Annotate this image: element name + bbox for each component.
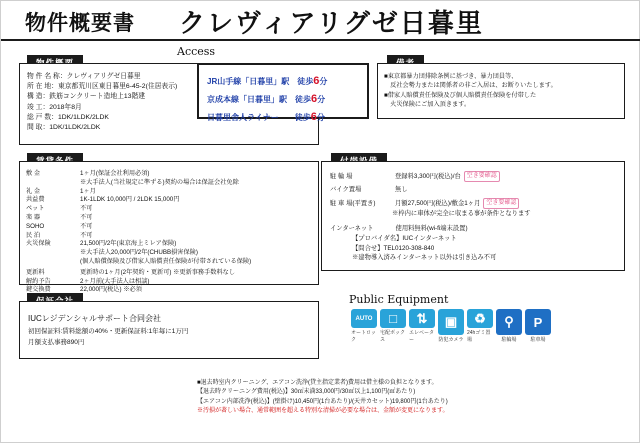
access-box [197, 63, 369, 123]
rent-conditions-box [19, 161, 319, 294]
access-line-text: 日暮里舎人ライナー 徒歩 [207, 112, 311, 122]
facility-value: ※建物導入済みインターネット以外は引き込み不可 [352, 254, 497, 262]
public-equipment-caption: 24hゴミ置場 [467, 330, 491, 343]
table-row [26, 240, 313, 249]
access-minutes: 6 [310, 110, 317, 123]
guarantee-rows [20, 302, 318, 348]
outline-row: 構 造：鉄筋コンクリート造地上13階建 [27, 93, 146, 101]
car-parking-icon: P [525, 309, 551, 335]
public-equipment-item [409, 309, 435, 343]
building-name-title: クレヴィアリグゼ日暮里 [179, 9, 484, 39]
access-line-suffix: 分 [319, 77, 328, 86]
public-equipment-caption: 宅配ボックス [380, 330, 406, 343]
facility-value: 【問合せ】TEL0120-308-840 [352, 244, 435, 252]
rent-key: 解約予告 [26, 277, 51, 285]
footnote-line: 【退去時クリーニング費用(税込)】30㎡未満33,000円/30㎡以上1,100円(㎡あたり) [197, 389, 416, 396]
rent-value: 不可 [80, 205, 93, 213]
facility-key: バイク置場 [330, 186, 362, 194]
camera-icon: ▣ [438, 309, 464, 335]
footnote [197, 379, 627, 416]
access-lines [199, 65, 367, 126]
table-row [26, 269, 313, 278]
table-row [330, 198, 619, 209]
rent-value: 不可 [80, 231, 93, 239]
rent-key: 楽 器 [26, 213, 41, 221]
auto-lock-icon: AUTO [351, 309, 377, 328]
public-equipment-item [525, 309, 551, 343]
guarantee-row: 月額支払事務890円 [28, 338, 85, 346]
facility-value: ※枠内に車体が完全に収まる事が条件となります [392, 210, 531, 218]
rent-key: 更新料 [26, 268, 45, 276]
table-row [330, 171, 619, 182]
rent-rows [20, 162, 318, 295]
rent-value: 更新時の1ヶ月(2年契約・更新可) ※更新事務手数料なし [80, 268, 236, 276]
remarks-row: ■借家人賠償責任保険及び個人賠償責任保険を付帯した [384, 91, 537, 99]
rent-key: 鍵交換費 [26, 286, 51, 294]
table-row [26, 258, 313, 267]
table-row [26, 214, 313, 223]
outline-row: 所 在 地：東京都荒川区東日暮里6-45-2(住居表示) [27, 83, 178, 91]
public-equipment-item [438, 309, 464, 343]
facility-box [321, 161, 625, 271]
facility-value: 【プロバイダ名】IUCインターネット [352, 234, 457, 242]
rent-key: ペット [26, 205, 45, 213]
rent-key: 礼 金 [26, 187, 41, 195]
outline-row: 間 取：1DK/1LDK/2LDK [27, 123, 101, 131]
public-equipment-caption: 駐車場 [530, 337, 546, 343]
facility-key: インターネット [330, 225, 374, 233]
table-row [26, 179, 313, 188]
public-equipment-item [380, 309, 406, 343]
rent-value: 不可 [80, 213, 93, 221]
table-row [26, 188, 313, 197]
rent-value: 21,500円/2年(東京海上ミレア保険) [80, 240, 177, 248]
public-equipment-caption: エレベーター [409, 330, 435, 343]
public-equipment-item [496, 309, 522, 343]
rent-value: ※大手法人(当社規定に準ずる)契約の場合は保証会社免除 [80, 178, 239, 186]
public-equipment-caption: 駐輪場 [501, 337, 517, 343]
access-heading: Access [177, 45, 216, 58]
remarks-row: ■東京都暴力団排除条例に基づき、暴力団員等、 [384, 73, 518, 80]
table-row [26, 196, 313, 205]
outline-row: 物 件 名 称：クレヴィアリグゼ日暮里 [27, 73, 141, 80]
table-row [330, 234, 619, 244]
table-row [26, 249, 313, 258]
rent-key: 民 泊 [26, 231, 41, 239]
status-badge: 空き要確認 [464, 171, 500, 182]
public-equipment-heading: Public Equipment [349, 293, 449, 306]
footnote-line: ※汚損が著しい場合、通常範囲を超える特別な清掃が必要な場合は、金額が変更になります。 [197, 407, 449, 414]
elevator-icon: ⇅ [409, 309, 435, 328]
table-row [26, 223, 313, 232]
access-line [207, 109, 367, 127]
rent-value: (個人賠償保険及び借家人賠償責任保険が付帯されている保険) [80, 257, 252, 265]
rent-value: 1ヶ月 [80, 187, 96, 195]
facility-value: 使用料無料(wi-fi端末設置) [395, 225, 468, 233]
document-header [1, 1, 640, 41]
public-equipment-caption: 防犯カメラ [438, 337, 464, 343]
access-line [207, 91, 367, 109]
table-row [330, 224, 619, 234]
access-minutes: 6 [311, 92, 318, 105]
table-row [26, 170, 313, 179]
rent-value: 2ヶ月前(大手法人は相談) [80, 277, 150, 285]
rent-value: 22,000円(税込) ※必須 [80, 286, 142, 294]
rent-key [26, 179, 80, 188]
table-row [330, 244, 619, 254]
rent-key [26, 258, 80, 267]
guarantee-company-name: IUCレジデンシャルサポート合同会社 [28, 314, 162, 323]
public-equipment-caption: オートロック [351, 330, 376, 343]
rent-key: 火災保険 [26, 240, 51, 248]
facility-key: 駐 車 場(平置き) [330, 199, 376, 207]
public-equipment-item [467, 309, 493, 343]
outline-row: 竣 工：2018年8月 [27, 103, 82, 111]
facility-value: 月額27,500円(税込)/敷金1ヶ月 [395, 199, 481, 207]
table-row [330, 209, 619, 219]
rent-key: SOHO [26, 222, 45, 230]
rent-value: 1ヶ月(保証会社利用必須) [80, 170, 150, 177]
table-row [330, 253, 619, 263]
facility-value: 無し [395, 186, 408, 194]
facility-key: 駐 輪 場 [330, 172, 353, 180]
table-row [26, 205, 313, 214]
guarantee-box [19, 301, 319, 359]
facility-value: 登録料3,300円(税込)/台 [395, 172, 461, 180]
access-line [207, 73, 367, 91]
rent-key [26, 249, 80, 258]
rent-key: 敷 金 [26, 170, 41, 177]
public-equipment-icons [351, 309, 551, 343]
trash-icon: ♻ [467, 309, 493, 328]
rent-key: 共益費 [26, 196, 45, 204]
public-equipment-item [351, 309, 377, 343]
remarks-box [377, 63, 625, 119]
outline-row: 総 戸 数：1DK/1LDK/2LDK [27, 113, 109, 121]
table-row [330, 185, 619, 195]
access-line-suffix: 分 [316, 112, 325, 122]
page-title: 物件概要書 [25, 11, 135, 35]
rent-value: 1K-1LDK 10,000円 / 2LDK 15,000円 [80, 196, 180, 204]
table-row [26, 278, 313, 287]
guarantee-row: 初回保証料:賃料総額の40%・更新保証料:1年毎に1万円 [28, 327, 189, 335]
rent-value: 不可 [80, 222, 93, 230]
access-line-text: JR山手線「日暮里」駅 徒歩 [207, 77, 314, 86]
bicycle-parking-icon: ⚲ [496, 309, 522, 335]
status-badge: 空き要確認 [483, 198, 519, 209]
access-line-text: 京成本線「日暮里」駅 徒歩 [207, 94, 311, 104]
remarks-row: 反社会勢力または関係者の非ご入居は、お断りいたします。 [384, 82, 557, 90]
remarks-row: 火災保険にご加入頂きます。 [384, 100, 471, 108]
access-line-suffix: 分 [317, 94, 326, 104]
access-minutes: 6 [313, 75, 320, 87]
footnote-line: 【エアコン内部洗浄(税込)】(壁掛け)10,450円(1台あたり)/(天井カセット)19,800円(1台あたり) [197, 398, 448, 405]
footnote-line: ■退去時室内クリーニング、エアコン洗浄(貸主指定業者)費用は借主様の負担となります。 [197, 380, 438, 386]
rent-value: ※大手法人20,000円/2年(CHUBB損害保険) [80, 249, 198, 257]
delivery-box-icon: □ [380, 309, 406, 328]
remarks-rows [378, 64, 624, 109]
facility-rows [322, 162, 624, 263]
